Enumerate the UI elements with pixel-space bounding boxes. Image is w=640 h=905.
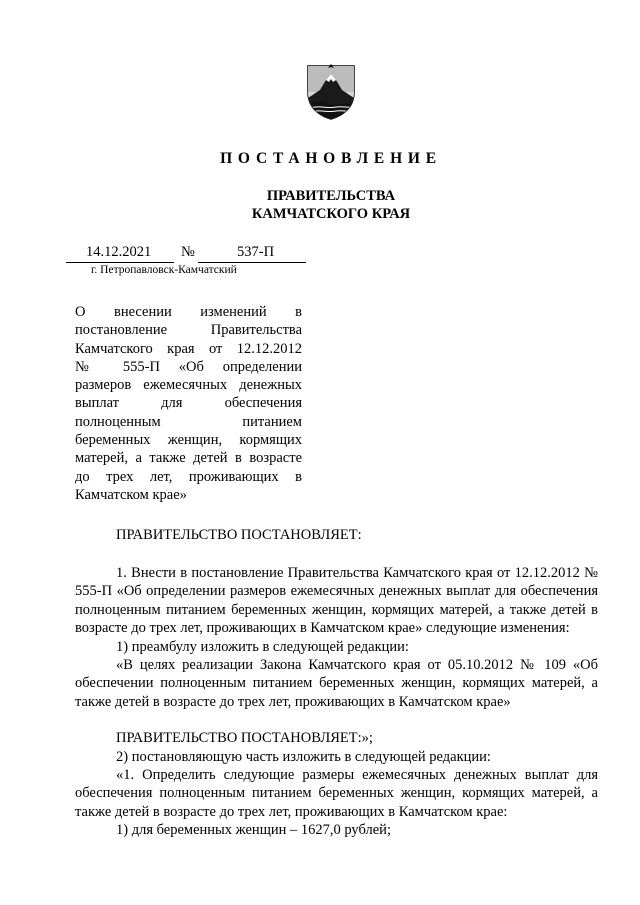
document-body	[75, 564, 598, 840]
authority-line-1: ПРАВИТЕЛЬСТВА	[266, 188, 396, 204]
document-date: 14.12.2021	[86, 244, 152, 260]
issuing-authority	[0, 187, 640, 223]
paragraph-3: «В целях реализации Закона Камчатского края от 05.10.2012 № 109 «Об обеспечении полноценным питанием беременных женщин, кормящих матерей, а также детей в возрасте до трех лет, проживающих в Камчатском крае»	[75, 657, 598, 710]
resolution-heading: ПРАВИТЕЛЬСТВО ПОСТАНОВЛЯЕТ:	[116, 527, 362, 543]
paragraph-6: «1. Определить следующие размеры ежемесячных денежных выплат для обеспечения полноценным питанием беременных женщин, кормящих матерей, а также детей в возрасте до трех лет, проживающих в Камчатском крае:	[75, 767, 598, 820]
place-of-issue: г. Петропавловск-Камчатский	[91, 264, 237, 276]
date-underline	[66, 262, 174, 263]
summary-line: № 555-П «Об определении	[75, 358, 302, 375]
summary-line: матерей, а также детей в возрасте	[75, 450, 302, 467]
coat-of-arms-icon	[302, 62, 360, 120]
document-summary	[75, 303, 302, 504]
paragraph-2: 1) преамбулу изложить в следующей редакции:	[116, 638, 409, 655]
summary-line: Камчатском крае»	[75, 486, 187, 503]
summary-line: до трех лет, проживающих в	[75, 468, 302, 485]
authority-line-2: КАМЧАТСКОГО КРАЯ	[251, 206, 411, 222]
number-underline	[198, 262, 306, 263]
summary-line: полноценным питанием	[75, 413, 302, 430]
summary-line: выплат для обеспечения	[75, 395, 302, 412]
summary-line: размеров ежемесячных денежных	[75, 377, 302, 394]
summary-line: постановление Правительства	[75, 322, 302, 339]
summary-line: О внесении изменений в	[75, 304, 302, 320]
paragraph-7: 1) для беременных женщин – 1627,0 рублей;	[116, 822, 391, 839]
number-sign: №	[181, 244, 195, 260]
paragraph-1: 1. Внести в постановление Правительства Камчатского края от 12.12.2012 № 555-П «Об определении размеров ежемесячных денежных выплат для обеспечения полноценным питанием беременных женщин, кормящих матерей, а также детей в возрасте до трех лет, проживающих в Камчатском крае» следующие изменения:	[75, 565, 598, 637]
paragraph-5: 2) постановляющую часть изложить в следующей редакции:	[116, 748, 491, 765]
summary-line: беременных женщин, кормящих	[75, 432, 302, 449]
summary-line: Камчатского края от 12.12.2012	[75, 340, 302, 357]
document-type-title: ПОСТАНОВЛЕНИЕ	[220, 150, 442, 167]
paragraph-4: ПРАВИТЕЛЬСТВО ПОСТАНОВЛЯЕТ:»;	[116, 730, 373, 747]
document-number: 537-П	[237, 244, 275, 260]
